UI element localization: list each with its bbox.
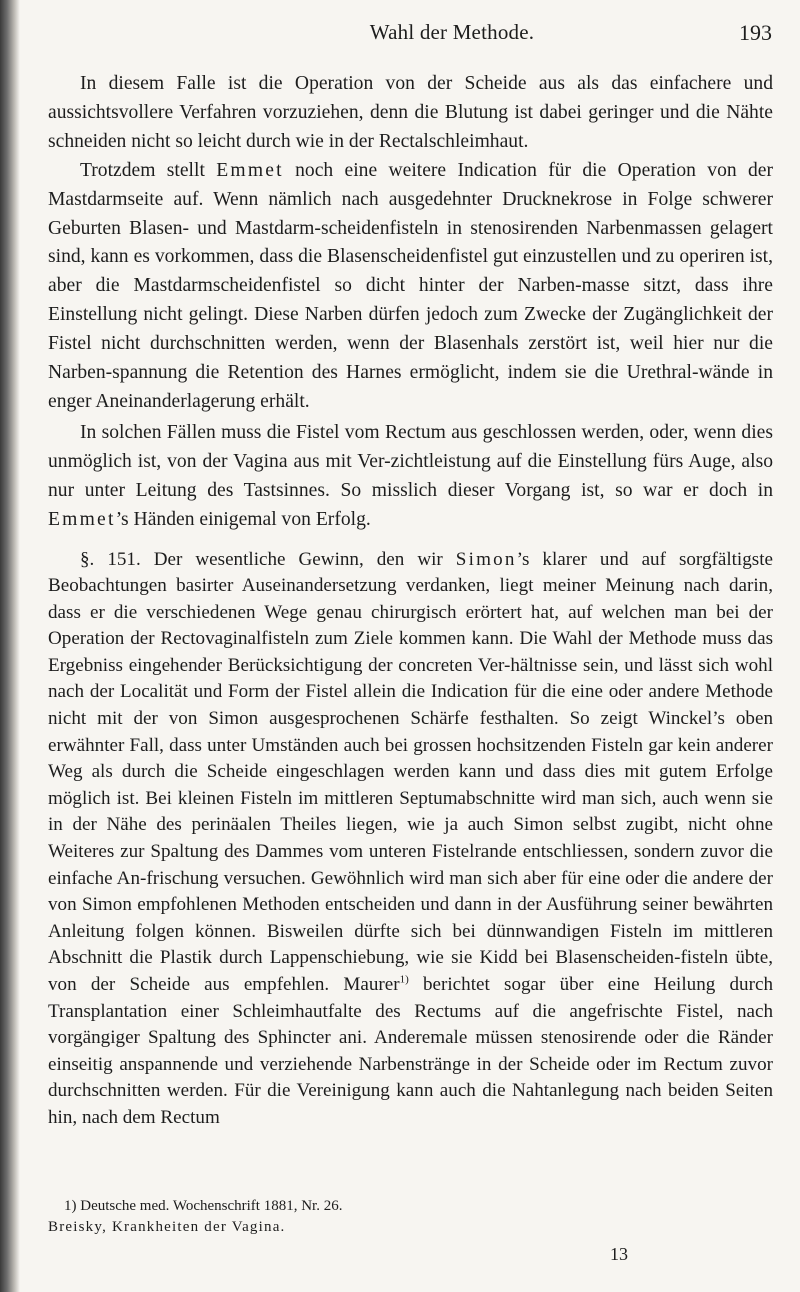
- footnotes: [48, 1196, 708, 1238]
- paragraph-section-151: §. 151. Der wesentliche Gewinn, den wir Simon’s klarer und auf sorgfältigste Beobachtungen basirter Auseinandersetzung verdanken, liegt meiner Meinung nach darin, dass er die verschiedenen Wege genau chirurgisch erörtert hat, auf welchen man bei der Operation der Rectovaginalfisteln zum Ziele kommen kann. Die Wahl der Methode muss das Ergebniss eingehender Berücksichtigung der concreten Ver-hältnisse sein, und lässt sich wohl nach der Localität und Form der Fistel allein die Indication für die eine oder andere Methode nicht mit der von Simon ausgesprochenen Schärfe festhalten. So zeigt Winckel’s oben erwähnter Fall, dass unter Umständen auch bei grossen hochsitzenden Fisteln gar kein anderer Weg als durch die Scheide eingeschlagen werden kann und dass dies mit gutem Erfolge möglich ist. Bei kleinen Fisteln im mittleren Septumabschnitte wird man sich, auch wenn sie in der Nähe des perinäalen Theiles liegen, wie ja auch Simon selbst zugibt, nicht ohne Weiteres zur Spaltung des Dammes vom unteren Fistelrande entschliessen, sondern zuvor die einfache An-frischung versuchen. Gewöhnlich wird man sich aber für eine oder die andere der von Simon empfohlenen Methoden entscheiden und dann in der Ausführung seiner bewährten Anleitung folgen können. Bisweilen dürfte sich bei dünnwandigen Fisteln im mittleren Abschnitt die Plastik durch Lappenschiebung, wie sie Kidd bei Blasenscheiden-fisteln übte, von der Scheide aus empfehlen. Maurer$^{1)}$ berichtet sogar über eine Heilung durch Transplantation einer Schleimhautfalte des Rectums auf die angefrischte Fistel, nach vorgängiger Spaltung des Sphincter ani. Anderemale müssen stenosirende oder die Ränder einseitig anspannende und verziehende Narbenstränge in der Scheide oder im Rectum zuvor durchschnitten werden. Für die Vereinigung kann auch die Nahtanlegung nach beiden Seiten hin, nach dem Rectum: [48, 548, 773, 1128]
- footnote-1: 1) Deutsche med. Wochenschrift 1881, Nr. 26.: [64, 1198, 343, 1214]
- paragraph-1: [48, 70, 773, 157]
- book-spine-shadow: [0, 0, 20, 1292]
- printer-signature-line: Breisky, Krankheiten der Vagina.: [48, 1219, 286, 1235]
- section-number: §. 151.: [80, 548, 141, 570]
- paragraph-2: Trotzdem stellt Emmet noch eine weitere Indication für die Operation von der Mastdarmseite auf. Wenn nämlich nach ausgedehnter Drucknekrose in Folge schwerer Geburten Blasen- und Mastdarm-scheidenfisteln in stenosirenden Narbenmassen gelagert sind, kann es vorkommen, dass die Blasenscheidenfistel gut einzustellen und zu operiren ist, aber die Mastdarmscheidenfistel so dicht hinter der Narben-masse sitzt, dass ihre Einstellung nicht gelingt. Diese Narben dürfen jedoch zum Zwecke der Zugänglichkeit der Fistel nicht durchschnitten werden, wenn der Blasenhals zerstört ist, weil hier nur die Narben-spannung die Retention des Harnes ermöglicht, indem sie die Urethral-wände in enger Aneinanderlagerung erhält.: [48, 159, 774, 412]
- page-header: [0, 18, 800, 58]
- body-text: [48, 70, 773, 1132]
- author-name-emmet: Emmet: [216, 159, 284, 181]
- author-name-emmet: Emmet: [48, 508, 116, 530]
- signature-mark: 13: [610, 1244, 628, 1264]
- paragraph-3: In solchen Fällen muss die Fistel vom Rectum aus geschlossen werden, oder, wenn dies unmöglich ist, von der Vagina aus mit Ver-zichtleistung auf die Einstellung fürs Auge, also nur unter Leitung des Tastsinnes. So misslich dieser Vorgang ist, so war er doch in Emmet’s Händen einigemal von Erfolg.: [48, 421, 773, 530]
- paragraph-1-text: In diesem Falle ist die Operation von der Scheide aus als das einfachere und aussichtsvollere Verfahren vorzuziehen, denn die Blutung ist dabei geringer und die Nähte schneiden nicht so leicht durch wie in der Rectalschleimhaut.: [48, 73, 773, 152]
- author-name-simon: Simon: [455, 548, 517, 570]
- page-number: 193: [739, 20, 772, 45]
- footnote-reference[interactable]: 1): [399, 973, 409, 986]
- running-title: Wahl der Methode.: [369, 20, 535, 44]
